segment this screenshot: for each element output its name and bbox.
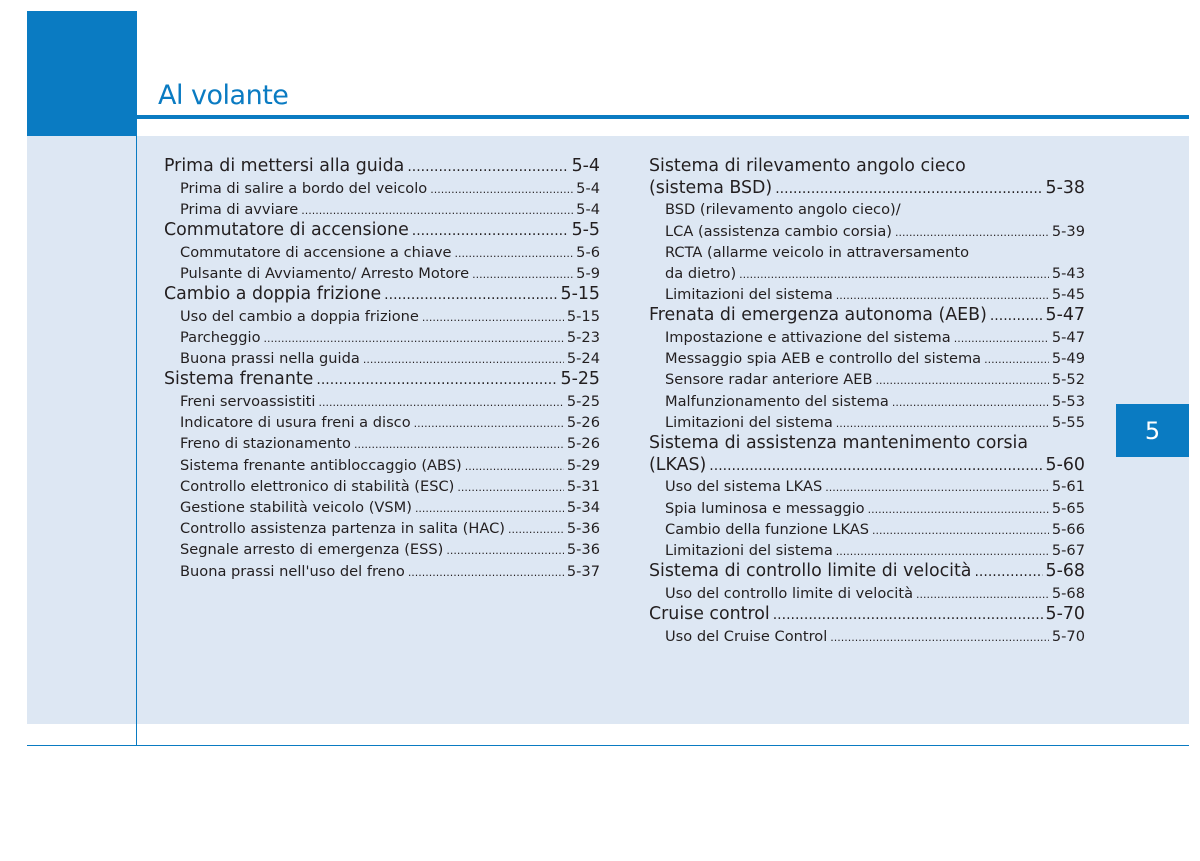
- dot-leader: [739, 264, 1049, 285]
- dot-leader: [354, 434, 564, 455]
- toc-page-number: 5-68: [1051, 584, 1085, 602]
- dot-leader: [954, 328, 1049, 349]
- toc-section-entry[interactable]: [649, 455, 1085, 477]
- dot-leader: [709, 456, 1042, 478]
- dot-leader: [892, 392, 1049, 413]
- toc-page-number: 5-68: [1045, 561, 1085, 582]
- toc-subsection-entry[interactable]: [649, 263, 1085, 284]
- toc-entry-title: Prima di avviare: [180, 200, 299, 218]
- dot-leader: [836, 413, 1049, 434]
- dot-leader: [472, 264, 573, 285]
- dot-leader: [415, 498, 564, 519]
- dot-leader: [412, 221, 569, 243]
- toc-subsection-entry[interactable]: [164, 242, 600, 263]
- toc-section-entry[interactable]: [164, 369, 600, 391]
- dot-leader: [301, 200, 573, 221]
- toc-entry-title: Malfunzionamento del sistema: [665, 392, 889, 410]
- dot-leader: [916, 584, 1049, 605]
- toc-entry-title: (sistema BSD): [649, 177, 773, 198]
- dot-leader: [872, 520, 1049, 541]
- toc-entry-title: Pulsante di Avviamento/ Arresto Motore: [180, 264, 470, 282]
- toc-entry-title: LCA (assistenza cambio corsia): [665, 222, 892, 240]
- toc-page-number: 5-9: [576, 264, 600, 282]
- toc-subsection-entry[interactable]: [164, 412, 600, 433]
- toc-page-number: 5-47: [1051, 329, 1085, 346]
- toc-subsection-entry[interactable]: [164, 497, 600, 518]
- toc-subheading-line: BSD (rilevamento angolo cieco)/: [665, 201, 901, 219]
- toc-page-number: 5-15: [560, 284, 600, 305]
- dot-leader: [446, 540, 564, 561]
- toc-section-entry[interactable]: [649, 178, 1085, 200]
- toc-page-number: 5-25: [560, 369, 600, 390]
- dot-leader: [363, 349, 564, 370]
- toc-page-number: 5-15: [566, 307, 600, 325]
- toc-page-number: 5-53: [1051, 392, 1085, 410]
- toc-subsection-entry[interactable]: [649, 348, 1085, 369]
- toc-entry-title: Segnale arresto di emergenza (ESS): [180, 541, 444, 559]
- toc-subsection-entry[interactable]: [164, 263, 600, 284]
- toc-page-number: 5-67: [1051, 541, 1085, 559]
- dot-leader: [422, 307, 564, 328]
- toc-page-number: 5-37: [566, 562, 600, 580]
- toc-entry-title: Prima di salire a bordo del veicolo: [180, 179, 428, 197]
- toc-subsection-entry[interactable]: [164, 561, 600, 582]
- toc-entry-title: Gestione stabilità veicolo (VSM): [180, 499, 412, 516]
- toc-entry-title: Sistema di controllo limite di velocità: [649, 561, 972, 582]
- margin-divider: [136, 136, 137, 745]
- toc-entry-title: Commutatore di accensione: [164, 220, 409, 241]
- toc-entry-title: Limitazioni del sistema: [665, 413, 833, 431]
- dot-leader: [876, 370, 1049, 391]
- toc-section-entry[interactable]: [649, 561, 1085, 583]
- toc-left-column: [164, 156, 600, 582]
- toc-page-number: 5-70: [1051, 627, 1085, 645]
- toc-page-number: 5-65: [1051, 499, 1085, 517]
- toc-entry-title: Uso del controllo limite di velocità: [665, 584, 914, 602]
- toc-heading-line: Sistema di rilevamento angolo cieco: [649, 156, 966, 176]
- dot-leader: [836, 541, 1049, 562]
- toc-subsection-entry[interactable]: [649, 221, 1085, 242]
- toc-page-number: 5-61: [1051, 478, 1085, 496]
- toc-entry-title: Freni servoassistiti: [180, 393, 316, 411]
- toc-entry-title: Controllo elettronico di stabilità (ESC): [180, 477, 455, 495]
- dot-leader: [775, 179, 1042, 201]
- toc-right-column: [649, 156, 1085, 647]
- dot-leader: [318, 392, 563, 413]
- toc-page-number: 5-26: [566, 435, 600, 453]
- toc-entry-title: Limitazioni del sistema: [665, 541, 833, 559]
- bottom-divider: [27, 745, 1189, 746]
- toc-page-number: 5-38: [1045, 177, 1085, 198]
- toc-entry-title: Cambio della funzione LKAS: [665, 520, 870, 538]
- toc-page-number: 5-6: [576, 243, 600, 261]
- dot-leader: [895, 222, 1049, 243]
- dot-leader: [430, 179, 573, 200]
- toc-subheading-line: RCTA (allarme veicolo in attraversamento: [665, 243, 970, 261]
- toc-subsection-entry[interactable]: [649, 284, 1085, 305]
- toc-subsection-entry[interactable]: [649, 391, 1085, 412]
- toc-page-number: 5-29: [566, 456, 600, 474]
- toc-subsection-entry[interactable]: [164, 391, 600, 412]
- toc-page-number: 5-24: [566, 350, 600, 368]
- toc-subsection-entry[interactable]: [649, 412, 1085, 433]
- toc-page-number: 5-70: [1045, 603, 1085, 624]
- toc-entry-title: Sistema frenante antibloccaggio (ABS): [180, 456, 462, 474]
- dot-leader: [836, 285, 1049, 306]
- toc-page-number: 5-43: [1051, 264, 1085, 282]
- toc-entry-title: Freno di stazionamento: [180, 435, 351, 453]
- toc-entry-title: Uso del sistema LKAS: [665, 478, 823, 496]
- toc-entry-title: Limitazioni del sistema: [665, 286, 833, 304]
- dot-leader: [825, 477, 1049, 498]
- page-title: Al volante: [158, 80, 289, 111]
- toc-entry-title: da dietro): [665, 264, 737, 282]
- toc-subsection-entry[interactable]: [164, 348, 600, 369]
- toc-heading-line: Sistema di assistenza mantenimento corsia: [649, 432, 1029, 453]
- dot-leader: [414, 413, 564, 434]
- toc-section-entry[interactable]: [649, 604, 1085, 626]
- toc-page-number: 5-31: [566, 477, 600, 495]
- toc-entry-title: Messaggio spia AEB e controllo del sistema: [665, 350, 982, 368]
- toc-subsection-entry[interactable]: [164, 476, 600, 497]
- toc-entry-title: Cambio a doppia frizione: [164, 284, 382, 305]
- toc-entry-title: Controllo assistenza partenza in salita (HAC): [180, 520, 505, 538]
- chapter-color-block: [27, 11, 137, 136]
- toc-subsection-entry[interactable]: [164, 455, 600, 476]
- toc-subsection-entry[interactable]: [649, 476, 1085, 497]
- toc-page-number: 5-25: [566, 393, 600, 411]
- toc-entry-title: Sistema frenante: [164, 369, 314, 390]
- toc-entry-title: Buona prassi nell'uso del freno: [180, 562, 405, 580]
- toc-subsection-entry[interactable]: [164, 327, 600, 348]
- toc-entry-title: Prima di mettersi alla guida: [164, 156, 405, 176]
- dot-leader: [264, 328, 564, 349]
- dot-leader: [974, 562, 1042, 584]
- toc-page-number: 5-47: [1045, 305, 1085, 326]
- title-divider: [137, 115, 1189, 119]
- dot-leader: [508, 519, 564, 540]
- toc-subsection-entry[interactable]: [649, 369, 1085, 390]
- toc-entry-title: Sensore radar anteriore AEB: [665, 371, 873, 389]
- toc-subsection-entry[interactable]: [649, 540, 1085, 561]
- toc-entry-title: Indicatore di usura freni a disco: [180, 414, 411, 432]
- toc-page-number: 5-55: [1051, 413, 1085, 431]
- toc-entry-title: Uso del Cruise Control: [665, 627, 828, 645]
- toc-entry-title: Impostazione e attivazione del sistema: [665, 329, 951, 346]
- toc-page-number: 5-4: [576, 200, 600, 218]
- dot-leader: [316, 370, 557, 392]
- toc-page-number: 5-36: [566, 520, 600, 538]
- dot-leader: [457, 477, 564, 498]
- toc-entry-title: Buona prassi nella guida: [180, 350, 360, 368]
- toc-subsection-entry[interactable]: [164, 178, 600, 199]
- toc-subsection-entry[interactable]: [649, 583, 1085, 604]
- dot-leader: [455, 243, 574, 264]
- toc-page-number: 5-5: [571, 220, 600, 241]
- dot-leader: [465, 456, 564, 477]
- toc-page-number: 5-4: [571, 156, 600, 176]
- toc-entry-title: Frenata di emergenza autonoma (AEB): [649, 305, 987, 326]
- dot-leader: [384, 285, 557, 307]
- toc-entry-title: Commutatore di accensione a chiave: [180, 243, 452, 261]
- toc-page-number: 5-36: [566, 541, 600, 559]
- dot-leader: [868, 499, 1049, 520]
- toc-entry-title: Cruise control: [649, 603, 770, 624]
- toc-page-number: 5-60: [1045, 454, 1085, 475]
- toc-entry-title: Uso del cambio a doppia frizione: [180, 307, 419, 325]
- toc-section-entry[interactable]: [164, 284, 600, 306]
- toc-entry-title: Spia luminosa e messaggio: [665, 499, 865, 517]
- toc-entry-title: Parcheggio: [180, 329, 261, 346]
- dot-leader: [773, 605, 1043, 627]
- toc-subsection-entry[interactable]: [164, 306, 600, 327]
- dot-leader: [830, 627, 1049, 648]
- toc-subsection-entry[interactable]: [649, 519, 1085, 540]
- toc-page-number: 5-4: [576, 179, 600, 197]
- toc-section-entry[interactable]: [649, 305, 1085, 327]
- dot-leader: [408, 562, 564, 583]
- toc-subsection-entry[interactable]: [164, 199, 600, 220]
- toc-subsection-entry[interactable]: [649, 498, 1085, 519]
- dot-leader: [990, 306, 1043, 328]
- toc-subsection-entry[interactable]: [164, 433, 600, 454]
- toc-page-number: 5-52: [1051, 371, 1085, 389]
- toc-section-entry[interactable]: [164, 220, 600, 242]
- toc-page-number: 5-49: [1051, 350, 1085, 368]
- toc-page-number: 5-39: [1051, 222, 1085, 240]
- toc-entry-title: (LKAS): [649, 454, 707, 475]
- toc-subsection-entry[interactable]: [649, 626, 1085, 647]
- dot-leader: [984, 349, 1049, 370]
- toc-page-number: 5-26: [566, 414, 600, 432]
- toc-page-number: 5-45: [1051, 286, 1085, 304]
- toc-subsection-entry[interactable]: [164, 539, 600, 560]
- toc-page-number: 5-34: [566, 499, 600, 516]
- toc-page-number: 5-23: [566, 329, 600, 346]
- toc-subsection-entry[interactable]: [649, 327, 1085, 348]
- chapter-tab[interactable]: 5: [1116, 404, 1189, 457]
- toc-page-number: 5-66: [1051, 520, 1085, 538]
- toc-section-entry[interactable]: [164, 156, 600, 178]
- dot-leader: [407, 157, 568, 179]
- toc-subsection-entry[interactable]: [164, 518, 600, 539]
